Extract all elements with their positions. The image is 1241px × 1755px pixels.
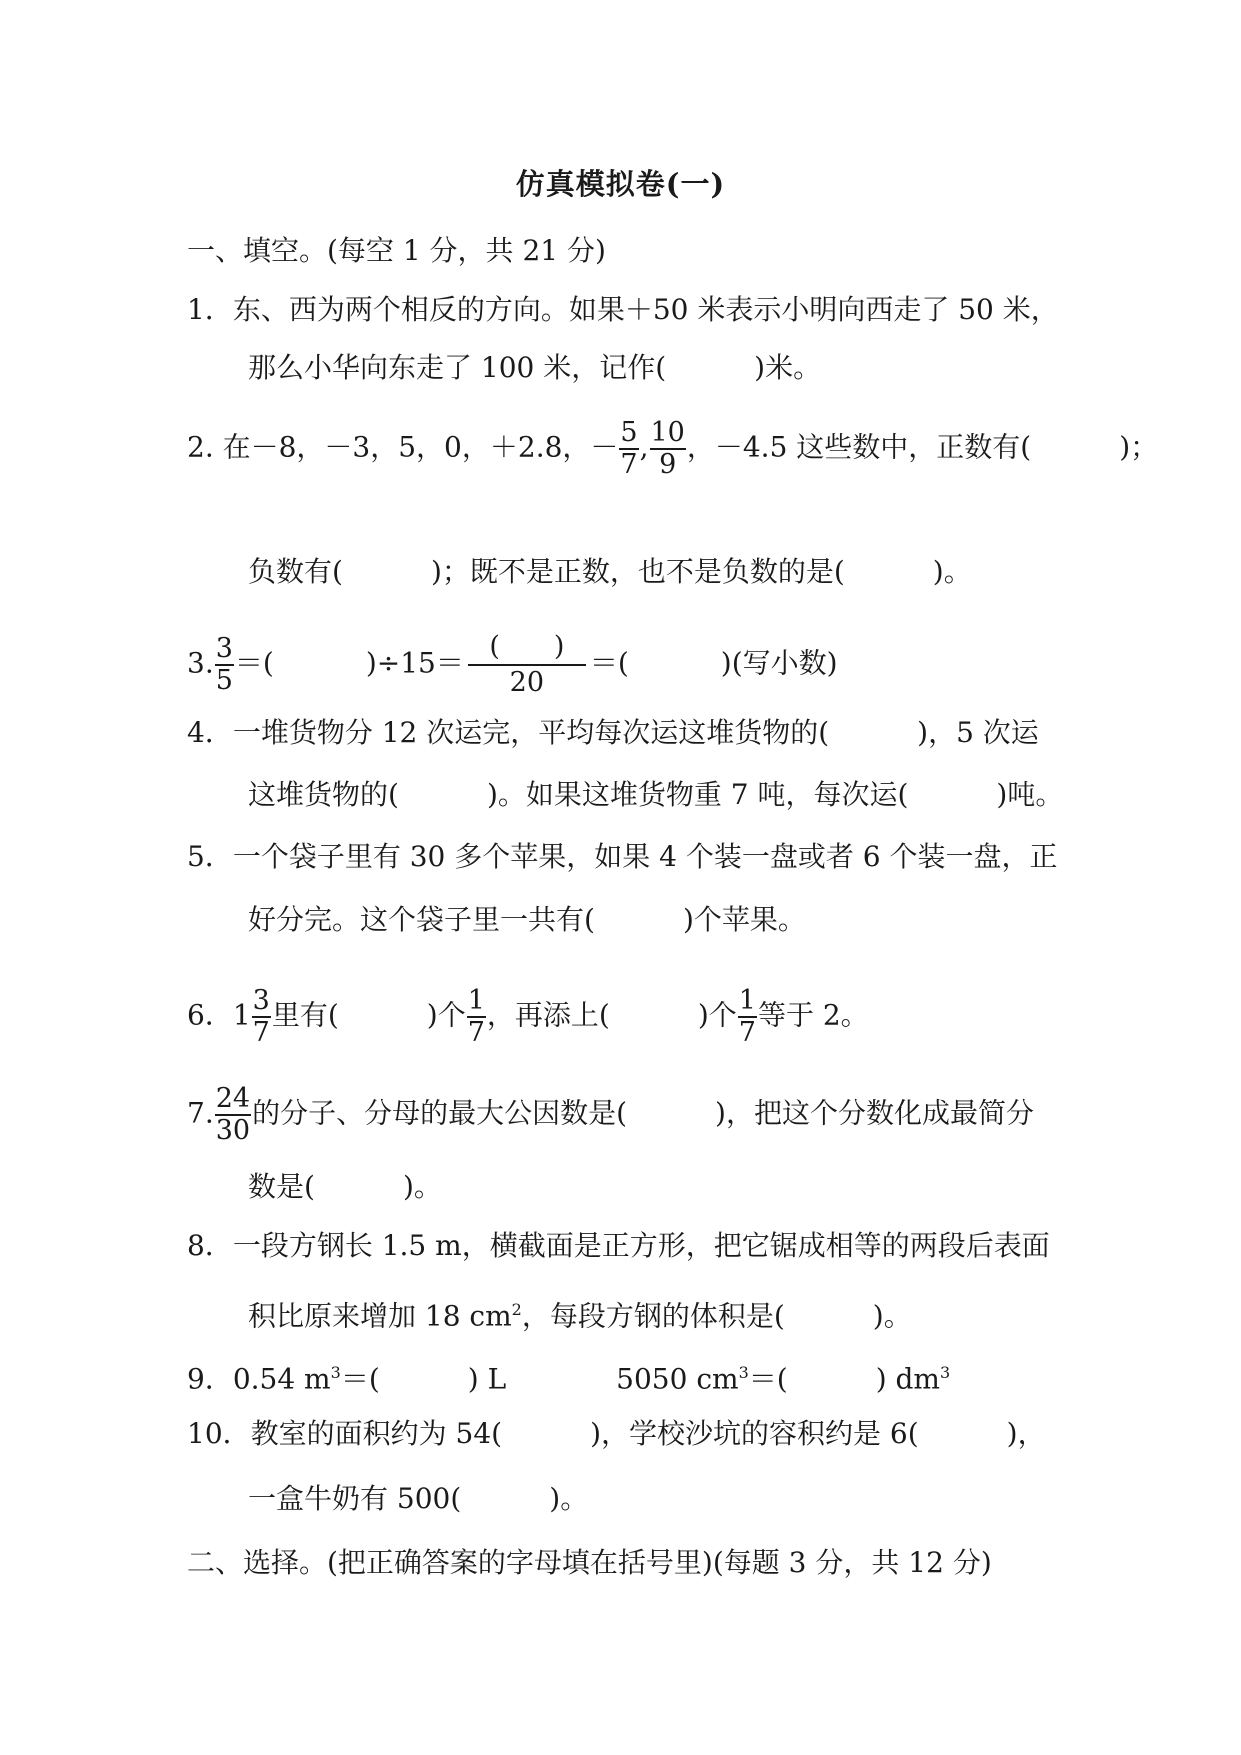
question-10-line-2: 一盒牛奶有 500( )。 (248, 1482, 589, 1515)
question-4-line-1: 4．一堆货物分 12 次运完，平均每次运这堆货物的( )，5 次运 (187, 716, 1039, 749)
fraction-10-9: $\frac{10}{9}$ (650, 417, 685, 480)
fraction-5-7: $\frac{5}{7}$ (620, 417, 638, 480)
question-6: 6．1 $\frac{3}{7}$ 里有( )个 $\frac{1}{7}$ ，再添上( )个 $\frac{1}{7}$ 等于 2。 (187, 985, 869, 1048)
section-1-heading: 一、填空。(每空 1 分，共 21 分) (187, 234, 606, 267)
question-3: 3. $\frac{3}{5}$ ＝( )÷15＝ $\frac{( )}{20}$ ＝( )(写小数) (187, 631, 838, 698)
fraction-3-7: $\frac{3}{7}$ (252, 985, 270, 1048)
fraction-1-7-a: $\frac{1}{7}$ (467, 985, 485, 1048)
question-2-line-2: 负数有( )；既不是正数，也不是负数的是( )。 (248, 555, 972, 588)
question-8-line-1: 8．一段方钢长 1.5 m，横截面是正方形，把它锯成相等的两段后表面 (187, 1229, 1050, 1262)
question-7-line-2: 数是( )。 (248, 1170, 442, 1203)
page-title: 仿真模拟卷(一) (515, 167, 726, 201)
fraction-blank-over-20: $\frac{( )}{20}$ (468, 630, 586, 700)
question-9: 9．0.54 $m^3=$( ) L 5050 $cm^3=$( ) $dm^3$ (187, 1362, 951, 1396)
question-10-line-1: 10．教室的面积约为 54( )，学校沙坑的容积约是 6( )， (187, 1417, 1046, 1450)
section-2-heading: 二、选择。(把正确答案的字母填在括号里)(每题 3 分，共 12 分) (187, 1546, 992, 1579)
question-4-line-2: 这堆货物的( )。如果这堆货物重 7 吨，每次运( )吨。 (248, 778, 1064, 811)
question-1-line-1: 1．东、西为两个相反的方向。如果＋50 米表示小明向西走了 50 米， (187, 293, 1059, 326)
fraction-3-5: $\frac{3}{5}$ (215, 633, 233, 696)
question-1-line-2: 那么小华向东走了 100 米，记作( )米。 (248, 351, 822, 384)
question-7-line-1: 7. $\frac{24}{30}$ 的分子、分母的最大公因数是( )，把这个分数化成最简分 (187, 1083, 1034, 1146)
question-2-line-1: 2. 在－8，－3，5，0，＋2.8，－ $\frac{5}{7}$ , $\frac{10}{9}$ ，－4.5 这些数中，正数有( )； (187, 417, 1159, 480)
fraction-24-30: $\frac{24}{30}$ (215, 1083, 251, 1146)
question-5-line-1: 5．一个袋子里有 30 多个苹果，如果 4 个装一盘或者 6 个装一盘，正 (187, 840, 1058, 873)
fraction-1-7-b: $\frac{1}{7}$ (738, 985, 756, 1048)
question-5-line-2: 好分完。这个袋子里一共有( )个苹果。 (248, 903, 806, 936)
question-8-line-2: 积比原来增加 18 $cm^2$，每段方钢的体积是( )。 (248, 1299, 912, 1333)
